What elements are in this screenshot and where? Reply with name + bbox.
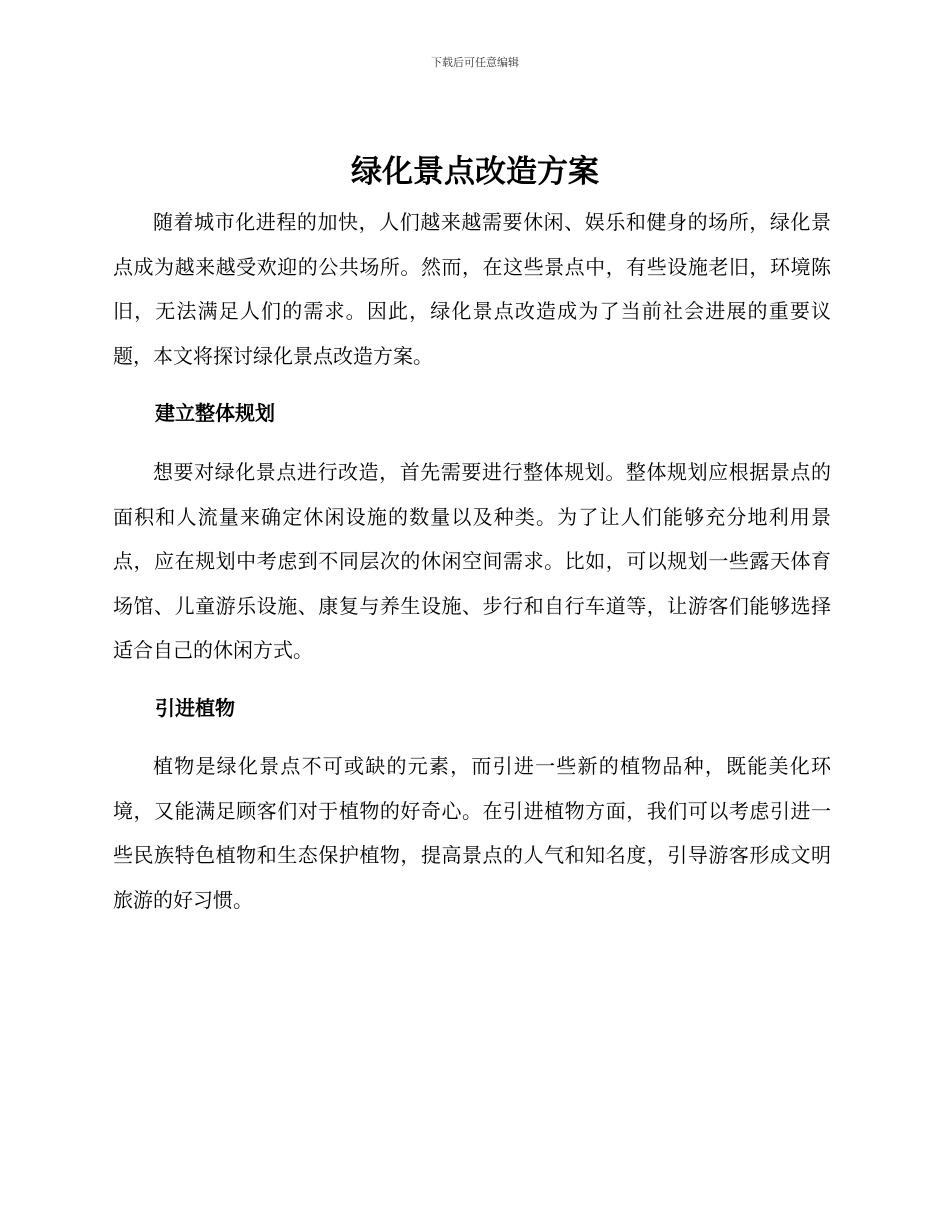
section-paragraph-planning: 想要对绿化景点进行改造，首先需要进行整体规划。整体规划应根据景点的面积和人流量来确定休闲设施的数量以及种类。为了让人们能够充分地利用景点，应在规划中考虑到不同层次的休闲空间需求。比如，可以规划一些露天体育场馆、儿童游乐设施、康复与养生设施、步行和自行车道等，让游客们能够选择适合自己的休闲方式。 [113, 460, 831, 662]
section-heading-planning: 建立整体规划 [155, 401, 275, 425]
intro-paragraph: 随着城市化进程的加快，人们越来越需要休闲、娱乐和健身的场所，绿化景点成为越来越受欢迎的公共场所。然而，在这些景点中，有些设施老旧，环境陈旧，无法满足人们的需求。因此，绿化景点改造成为了当前社会进展的重要议题，本文将探讨绿化景点改造方案。 [113, 210, 831, 368]
section-paragraph-plants: 植物是绿化景点不可或缺的元素，而引进一些新的植物品种，既能美化环境，又能满足顾客们对于植物的好奇心。在引进植物方面，我们可以考虑引进一些民族特色植物和生态保护植物，提高景点的人气和知名度，引导游客形成文明旅游的好习惯。 [113, 754, 831, 912]
document-title: 绿化景点改造方案 [351, 154, 599, 190]
header-note: 下载后可任意编辑 [431, 56, 519, 69]
section-heading-plants: 引进植物 [155, 696, 235, 720]
